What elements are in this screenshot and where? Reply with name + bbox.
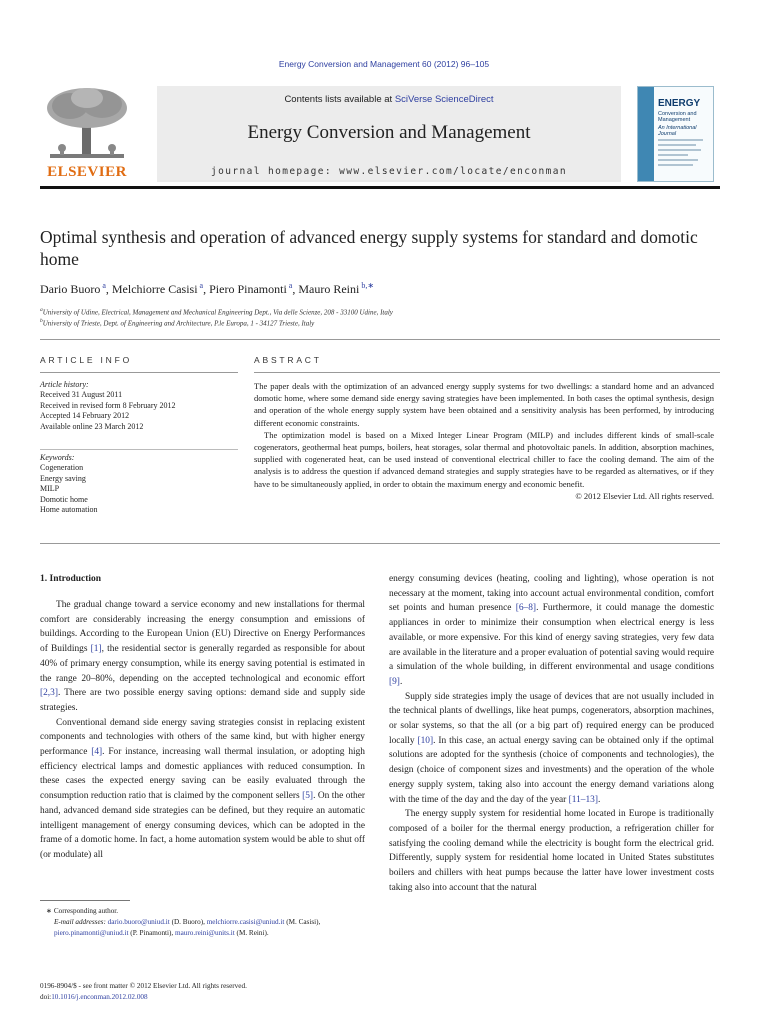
paragraph-text: . In this case, an actual energy saving can be obtained only if the optimal solutions are adopted for the synthesis (choice of components and technologies), the design (choice of component sizes and investments) and the operation of the whole energy supply system, taking also into account the energy demand variations along with the time of the day and the day of the year xyxy=(389,735,714,805)
info-separator xyxy=(40,449,238,450)
corresponding-author-note: ∗ Corresponding author. xyxy=(46,907,119,915)
abstract-copyright: © 2012 Elsevier Ltd. All rights reserved. xyxy=(575,490,714,501)
cover-toc-lines xyxy=(658,139,708,169)
abstract-paragraph: The paper deals with the optimization of an advanced energy supply systems for two dwellings: a standard home and an advanced domotic home, where some demand side energy saving strategies have been implemented. In both cases the optimal synthesis, design and operation of the whole energy supply system have been obtained and a sensitivity analysis has been performed, by introducing different economic constraints. xyxy=(254,381,714,428)
author-name: Melchiorre Casisi xyxy=(111,282,198,296)
author-affiliation-marker[interactable]: a xyxy=(100,281,106,290)
intro-right-column xyxy=(389,572,714,895)
author-affiliation-marker[interactable]: a xyxy=(286,281,293,290)
keyword: MILP xyxy=(40,484,60,494)
author-affiliation-marker[interactable]: a xyxy=(197,281,204,290)
article-info-rule xyxy=(40,372,238,373)
affiliation-marker: b xyxy=(40,318,43,324)
abstract-bottom-rule xyxy=(40,543,720,544)
keyword: Cogeneration xyxy=(40,463,84,473)
article-info-label: ARTICLE INFO xyxy=(40,355,133,365)
paragraph-text: Supply side strategies imply the usage of devices that are not usually included in the technical plants of dwellings, like heat pumps, cogenerators, absorption machines, or solar systems, so that the all (or a big part of) required energy can be produced locally xyxy=(389,691,714,746)
history-item: Received in revised form 8 February 2012 xyxy=(40,400,176,410)
author-separator: , xyxy=(292,282,299,296)
history-item: Accepted 14 February 2012 xyxy=(40,411,130,421)
author-separator: , xyxy=(203,282,210,296)
intro-paragraph xyxy=(389,690,714,808)
journal-citation[interactable]: Energy Conversion and Management 60 (2012) 96–105 xyxy=(278,59,490,69)
email-link[interactable]: melchiorre.casisi@uniud.it xyxy=(206,918,285,926)
keywords-heading: Keywords: xyxy=(40,453,75,462)
affiliation-rule xyxy=(40,339,720,340)
author-affiliation-marker[interactable]: b,∗ xyxy=(359,281,375,290)
paragraph-text: . xyxy=(597,794,601,805)
doi-line xyxy=(40,992,540,1003)
abstract-rule xyxy=(254,372,720,373)
keywords-block xyxy=(40,453,240,515)
doi-link[interactable]: 10.1016/j.enconman.2012.02.008 xyxy=(51,993,148,1001)
paragraph-text: . xyxy=(399,676,403,687)
journal-cover-thumbnail xyxy=(637,86,714,182)
email-owner: (D. Buoro), xyxy=(169,918,207,926)
affiliation-a xyxy=(40,307,730,316)
intro-paragraph xyxy=(40,598,365,716)
intro-paragraph xyxy=(40,716,365,863)
email-link[interactable]: dario.buoro@uniud.it xyxy=(107,918,170,926)
cover-tagline: An International Journal xyxy=(658,124,697,137)
author-list xyxy=(40,281,730,297)
keyword: Domotic home xyxy=(40,494,88,504)
cover-strip xyxy=(638,87,654,181)
paragraph-text: . Furthermore, it could manage the domestic appliances in order to minimize their consumption when electrical energy is less available, or more expensive. For this kind of energy saving strategies, very few data are available in the literature and a proper evaluation of potential saving would require a simulation of the whole building, in different environmental and usage conditions xyxy=(389,603,714,673)
cover-subtitle xyxy=(658,111,712,137)
email-owner: (M. Casisi), xyxy=(284,918,321,926)
doi-label: doi: xyxy=(40,993,52,1001)
paragraph-text: . On the other hand, advanced demand side strategies can be defined, but they require an automatic intelligent management of energy consuming devices, which can be adopted in the frame of a domotic home. In fact, a home automation system would be able to shut off (or modulate) all xyxy=(40,791,365,860)
affiliation-text: University of Trieste, Dept. of Engineering and Architecture, P.le Europa, 1 - 34127 Trieste, Italy xyxy=(42,319,315,328)
author-name: Dario Buoro xyxy=(40,282,101,296)
email-link[interactable]: piero.pinamonti@uniud.it xyxy=(54,929,129,937)
email-addresses xyxy=(40,917,365,939)
abstract-paragraph: The optimization model is based on a Mixed Integer Linear Program (MILP) and includes different kinds of small-scale cogenerators, geothermal heat pumps, boilers, heat storages, solar thermal and photovoltaic panels. In addition, absorption machines, supplied with cogenerated heat, can be used instead of conventional electrical chiller to face the cooling demand. The aim of the analysis is to address the question if advanced demand strategies and supply strategies have to be regarded as alternatives, or if they have to be simultaneously applied, in order to obtain the maximum energy and economic benefit. xyxy=(254,429,714,489)
abstract-label: ABSTRACT xyxy=(254,355,322,365)
paragraph-text: energy consuming devices (heating, cooling and lighting), whose operation is not necessary at the moment, taking into account actual environmental condition, comfort set points and human presence xyxy=(389,574,714,614)
abstract-body xyxy=(254,380,714,502)
affiliation-marker: a xyxy=(40,307,43,313)
cover-sub-text: Conversion and Management xyxy=(658,111,697,124)
cover-word: ENERGY xyxy=(658,98,701,109)
journal-homepage[interactable]: journal homepage: www.elsevier.com/locate/enconman xyxy=(211,166,567,177)
affiliation-text: University of Udine, Electrical, Management and Mechanical Engineering Dept., Via delle Scienze, 208 - 33100 Udine, Italy xyxy=(42,308,393,317)
keyword: Energy saving xyxy=(40,473,86,483)
paragraph-text: The energy supply system for residential home located in Europe is traditionally composed of a boiler for the thermal energy production, a refrigeration chiller for satisfying the cooling demand while the electricity is bought form the electrical grid. Differently, supply system for residential home located in United States substitutes boilers and chillers with heat pumps because the latter have lower investment costs taking also into account that the natural xyxy=(389,809,714,893)
intro-left-column xyxy=(40,598,365,863)
footnote xyxy=(40,906,365,939)
citation-link[interactable]: [4] xyxy=(91,747,103,758)
citation-link[interactable]: [2,3] xyxy=(40,688,58,699)
contents-line xyxy=(157,94,621,105)
contents-prefix: Contents lists available at xyxy=(284,94,395,105)
keyword: Home automation xyxy=(40,505,98,515)
author-name: Piero Pinamonti xyxy=(209,282,287,296)
intro-paragraph xyxy=(389,572,714,690)
citation-link[interactable]: [1] xyxy=(90,644,102,655)
citation-link[interactable]: [6–8] xyxy=(515,603,537,614)
article-title: Optimal synthesis and operation of advanced energy supply systems for standard and domotic home xyxy=(40,227,698,269)
paragraph-text: The gradual change toward a service economy and new installations for thermal comfort are considerably increasing the energy consumption and emissions of buildings. According to the European Union (EU) Directive on Energy Performances of Buildings xyxy=(40,600,365,655)
header-rule xyxy=(40,186,720,189)
journal-title: Energy Conversion and Management xyxy=(247,122,531,143)
history-item: Available online 23 March 2012 xyxy=(40,421,144,431)
email-label: E-mail addresses: xyxy=(54,918,108,926)
email-owner: (M. Reini). xyxy=(234,929,269,937)
history-item: Received 31 August 2011 xyxy=(40,390,123,400)
affiliation-b xyxy=(40,318,730,327)
article-history xyxy=(40,380,240,432)
paragraph-text: , the residential sector is generally regarded as responsible for about 40% of primary energy consumption, while its energy saving potential is estimated in the range 20–80%, depending on the accepted technological and economic effort xyxy=(40,644,365,684)
section-heading: 1. Introduction xyxy=(40,574,102,584)
paragraph-text: . There are two possible energy saving options: demand side and supply side strategies. xyxy=(40,688,365,713)
sciencedirect-link[interactable]: SciVerse ScienceDirect xyxy=(394,94,494,105)
email-owner: (P. Pinamonti), xyxy=(128,929,176,937)
citation-link[interactable]: [5] xyxy=(302,791,314,802)
citation-link[interactable]: [9] xyxy=(389,676,400,687)
history-heading: Article history: xyxy=(40,380,89,389)
footnote-rule xyxy=(40,900,130,901)
citation-link[interactable]: [10] xyxy=(417,735,434,746)
front-matter xyxy=(40,981,540,1003)
elsevier-wordmark: ELSEVIER xyxy=(47,164,127,180)
issn-line: 0196-8904/$ - see front matter © 2012 Elsevier Ltd. All rights reserved. xyxy=(40,982,247,990)
email-link[interactable]: mauro.reini@units.it xyxy=(175,929,235,937)
intro-paragraph xyxy=(389,807,714,895)
citation-link[interactable]: [11–13] xyxy=(568,794,598,805)
author-separator: , xyxy=(105,282,112,296)
paragraph-text: Conventional demand side energy saving strategies consist in replacing existent components and technologies with others of the same kind, but with higher energy performance xyxy=(40,717,365,758)
paragraph-text: . For instance, increasing wall thermal insulation, or adopting high efficiency electrical lamps and domestic appliances with reduced consumption. In these cases the expected energy saving can be easily evaluated through the consumption reduction ratio that is claimed by the component sellers xyxy=(40,747,365,802)
author-name: Mauro Reini xyxy=(298,282,360,296)
